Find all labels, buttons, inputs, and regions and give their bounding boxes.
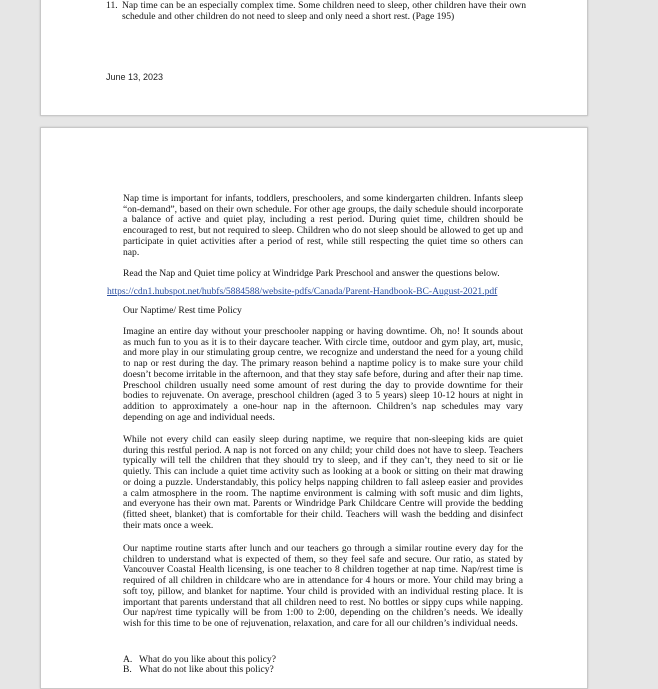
footer-date: June 13, 2023 bbox=[106, 72, 164, 82]
handbook-link[interactable]: https://cdn1.hubspot.net/hubfs/5884588/website-pdfs/Canada/Parent-Handbook-BC-August-2021.pdf bbox=[107, 286, 498, 297]
item-number: 11. bbox=[106, 0, 118, 11]
item-text: Nap time can be an especially complex time. Some children need to sleep, other children have their own schedule and other children do not need to sleep and only need a short rest. (Page 195) bbox=[122, 0, 526, 22]
policy-title: Our Naptime/ Rest time Policy bbox=[123, 305, 242, 316]
question-text: What do not like about this policy? bbox=[139, 664, 274, 675]
policy-paragraph-1: Imagine an entire day without your preschooler napping or having downtime. Oh, no! It sounds about as much fun to you as it is to their daycare teacher. With circle time, outdoor and gym play, art, music, and more play in our stimulating group centre, we recognize and understand the need for a young child to nap or rest during the day. The primary reason behind a naptime policy is to make sure your child doesn’t become irritable in the afternoon, and that they stay safe before, during and after their nap time. Preschool children usually need some amount of rest during the day to provide downtime for their bodies to rejuvenate. On average, preschool children (aged 3 to 5 years) sleep 10-12 hours at night in addition to approximately a one-hour nap in the afternoon. Children’s nap schedules may vary depending on age and individual needs. bbox=[123, 326, 523, 423]
document-page-2 bbox=[40, 127, 588, 689]
question-b bbox=[123, 664, 274, 675]
instruction-paragraph: Read the Nap and Quiet time policy at Windridge Park Preschool and answer the questions below. bbox=[123, 268, 500, 279]
policy-paragraph-2: While not every child can easily sleep during naptime, we require that non-sleeping kids are quiet during this restful period. A nap is not forced on any child; your child does not have to sleep. Teachers typically will tell the children that they should try to sleep, and if they can’t, they need to sit or lie quietly. This can include a quiet time activity such as looking at a book or sitting on their mat drawing or doing a puzzle. Understandably, this policy helps napping children to fall asleep easier and provides a calm atmosphere in the room. The naptime environment is calming with soft music and dim lights, and everyone has their own mat. Parents or Windridge Park Childcare Centre will provide the bedding (fitted sheet, blanket) that is comfortable for their child. Teachers will wash the bedding and disinfect their mats once a week. bbox=[123, 434, 523, 531]
intro-paragraph: Nap time is important for infants, toddlers, preschoolers, and some kindergarten children. Infants sleep “on-demand”, based on their own schedule. For other age groups, the daily schedule should incorporate a balance of active and quiet play, including a rest period. During quiet time, children should be encouraged to rest, but not required to sleep. Children who do not sleep should be allowed to get up and participate in quiet activities after a period of rest, while still respecting the quiet time so others can nap. bbox=[123, 193, 523, 258]
question-letter: B. bbox=[123, 664, 132, 675]
document-page-1 bbox=[40, 0, 588, 116]
question-letter: A. bbox=[123, 654, 133, 665]
question-text: What do you like about this policy? bbox=[139, 654, 276, 665]
policy-paragraph-3: Our naptime routine starts after lunch and our teachers go through a similar routine every day for the children to understand what is expected of them, so they feel safe and secure. Our ratio, as stated by Vancouver Coastal Health licensing, is one teacher to 8 children together at nap time. Nap/rest time is required of all children in childcare who are in attendance for 4 hours or more. Your child may bring a soft toy, pillow, and blanket for naptime. Your child is provided with an individual resting place. It is important that parents understand that all children need to rest. No bottles or sippy cups while napping. Our nap/rest time typically will be from 1:00 to 2:00, depending on the children’s needs. We ideally wish for this time to be one of rejuvenation, relaxation, and care for all our children’s individual needs. bbox=[123, 543, 523, 629]
